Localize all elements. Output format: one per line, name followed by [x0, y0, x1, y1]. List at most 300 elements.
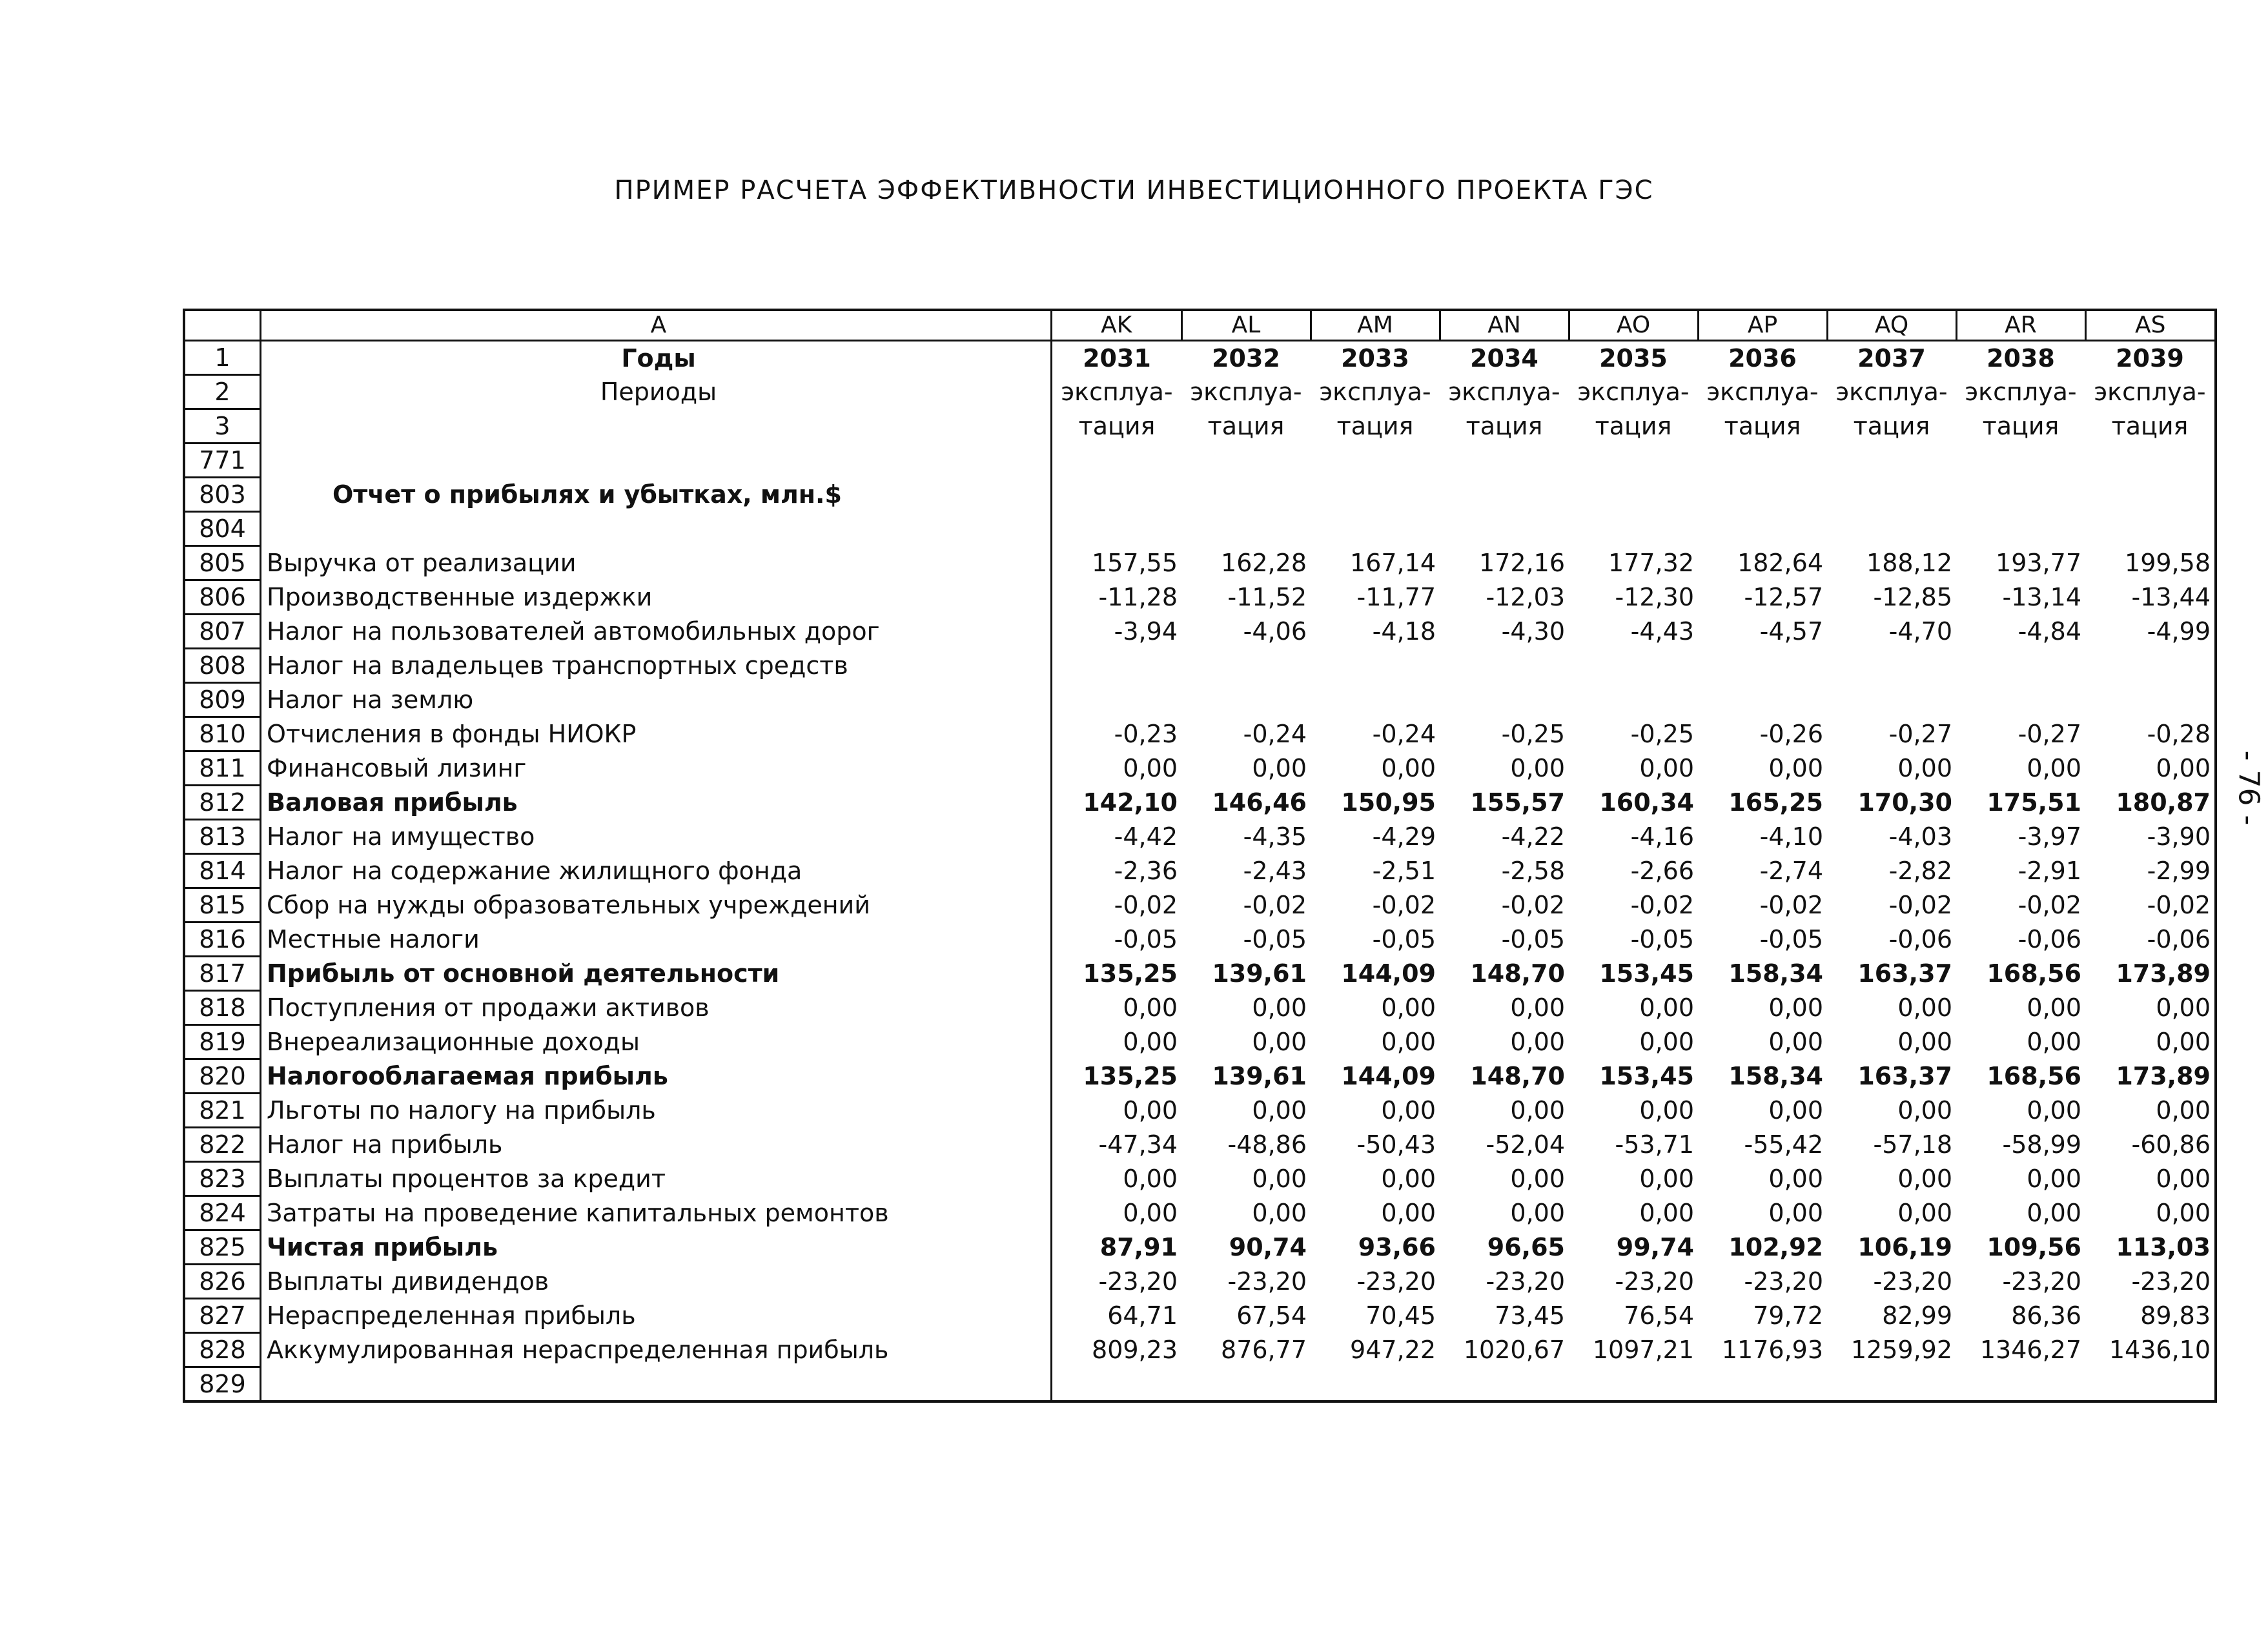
value-cell: -2,43: [1243, 857, 1307, 885]
value-cell: [2085, 649, 2216, 683]
row-label: Прибыль от основной деятельности: [261, 957, 1052, 991]
value-cell: [1440, 649, 1569, 683]
value-cell: 0,00: [2027, 1199, 2081, 1227]
value-cell: 177,32: [1608, 549, 1694, 577]
value-cell: 160,34: [1599, 788, 1694, 817]
value-cell: 162,28: [1221, 549, 1307, 577]
value-cell: [1569, 683, 1698, 717]
value-cell: -0,02: [2147, 891, 2211, 919]
column-letters-row: [184, 310, 2216, 341]
period-cell: тация: [1207, 412, 1285, 440]
row-number: 808: [184, 649, 261, 683]
row-label: Затраты на проведение капитальных ремонтов: [261, 1196, 1052, 1230]
row-label: Аккумулированная нераспределенная прибыль: [261, 1333, 1052, 1367]
value-cell: 76,54: [1624, 1301, 1694, 1330]
value-cell: 0,00: [1639, 1165, 1694, 1193]
value-cell: -4,84: [2018, 617, 2081, 646]
row-label: Валовая прибыль: [261, 786, 1052, 820]
table-row: [184, 717, 2216, 751]
value-cell: [1569, 649, 1698, 683]
value-cell: -2,66: [1630, 857, 1694, 885]
value-cell: -0,26: [1759, 720, 1823, 748]
value-cell: 73,45: [1495, 1301, 1565, 1330]
value-cell: -0,23: [1114, 720, 1178, 748]
value-cell: -52,04: [1486, 1130, 1565, 1159]
value-cell: -23,20: [1098, 1267, 1178, 1296]
value-cell: 0,00: [2027, 1028, 2081, 1056]
value-cell: 0,00: [1639, 1096, 1694, 1125]
empty-label: [261, 409, 1052, 443]
value-cell: -0,02: [2018, 891, 2081, 919]
column-letter: AK: [1052, 310, 1182, 341]
value-cell: [1181, 683, 1311, 717]
row-label: Налог на имущество: [261, 820, 1052, 854]
value-cell: 79,72: [1753, 1301, 1823, 1330]
row-number: 823: [184, 1162, 261, 1196]
year-cell: 2035: [1599, 343, 1668, 372]
value-cell: 99,74: [1616, 1233, 1694, 1261]
value-cell: 86,36: [2011, 1301, 2081, 1330]
value-cell: -0,25: [1501, 720, 1565, 748]
row-label: Выплаты дивидендов: [261, 1265, 1052, 1299]
value-cell: 0,00: [1510, 1165, 1565, 1193]
value-cell: -0,02: [1888, 891, 1952, 919]
value-cell: -0,02: [1372, 891, 1436, 919]
value-cell: [1440, 683, 1569, 717]
value-cell: -4,70: [1888, 617, 1952, 646]
value-cell: -12,85: [1873, 583, 1952, 611]
row-number: 826: [184, 1265, 261, 1299]
value-cell: [1311, 649, 1440, 683]
value-cell: 0,00: [1381, 754, 1436, 782]
value-cell: -3,90: [2147, 822, 2211, 851]
value-cell: 175,51: [1987, 788, 2081, 817]
empty-row: [184, 1367, 2216, 1402]
empty-row: [184, 512, 2216, 546]
value-cell: 150,95: [1341, 788, 1436, 817]
value-cell: [1311, 683, 1440, 717]
value-cell: 0,00: [1768, 1199, 1823, 1227]
value-cell: [1827, 649, 1956, 683]
section-title-row: [184, 478, 2216, 512]
table-row: [184, 991, 2216, 1025]
section-title: Отчет о прибылях и убытках, млн.$: [261, 478, 1052, 512]
row-number: 806: [184, 580, 261, 615]
value-cell: 0,00: [2156, 1165, 2211, 1193]
row-number: 820: [184, 1059, 261, 1094]
value-cell: -13,14: [2002, 583, 2081, 611]
value-cell: -0,28: [2147, 720, 2211, 748]
corner-cell: [184, 310, 261, 341]
income-statement-table: [183, 309, 2217, 1403]
row-number: 827: [184, 1299, 261, 1333]
value-cell: -23,20: [1873, 1267, 1952, 1296]
year-cell: 2036: [1728, 343, 1797, 372]
data-rows: [184, 546, 2216, 1367]
value-cell: -23,20: [1744, 1267, 1823, 1296]
value-cell: -0,02: [1759, 891, 1823, 919]
value-cell: -0,24: [1372, 720, 1436, 748]
column-letter: AO: [1569, 310, 1698, 341]
value-cell: -4,99: [2147, 617, 2211, 646]
value-cell: 0,00: [1510, 1028, 1565, 1056]
value-cell: 173,89: [2116, 1062, 2211, 1090]
value-cell: -0,06: [1888, 925, 1952, 953]
column-letter: AQ: [1827, 310, 1956, 341]
value-cell: 0,00: [1897, 1028, 1952, 1056]
value-cell: -4,03: [1888, 822, 1952, 851]
row-number: 807: [184, 615, 261, 649]
value-cell: -11,28: [1098, 583, 1178, 611]
periods-row-2: [184, 409, 2216, 443]
row-number: 805: [184, 546, 261, 580]
value-cell: -0,24: [1243, 720, 1307, 748]
value-cell: 144,09: [1341, 1062, 1436, 1090]
value-cell: -0,05: [1372, 925, 1436, 953]
value-cell: -0,05: [1501, 925, 1565, 953]
value-cell: 93,66: [1358, 1233, 1436, 1261]
row-number: 771: [184, 443, 261, 478]
value-cell: [1181, 649, 1311, 683]
value-cell: [1956, 649, 2085, 683]
value-cell: -4,22: [1501, 822, 1565, 851]
column-letter: AL: [1181, 310, 1311, 341]
value-cell: 0,00: [2156, 754, 2211, 782]
empty-row: [184, 443, 2216, 478]
value-cell: 163,37: [1857, 959, 1952, 988]
value-cell: 0,00: [2027, 1096, 2081, 1125]
value-cell: -57,18: [1873, 1130, 1952, 1159]
value-cell: 0,00: [1123, 993, 1178, 1022]
period-cell: тация: [2111, 412, 2189, 440]
value-cell: -3,94: [1114, 617, 1178, 646]
value-cell: 87,91: [1099, 1233, 1178, 1261]
value-cell: -4,57: [1759, 617, 1823, 646]
value-cell: 96,65: [1487, 1233, 1565, 1261]
table-row: [184, 649, 2216, 683]
period-cell: эксплуа-: [1061, 378, 1173, 406]
period-cell: эксплуа-: [2094, 378, 2206, 406]
value-cell: 106,19: [1857, 1233, 1952, 1261]
row-number: 815: [184, 888, 261, 922]
value-cell: [1052, 649, 1182, 683]
row-number: 817: [184, 957, 261, 991]
table-row: [184, 580, 2216, 615]
value-cell: -2,58: [1501, 857, 1565, 885]
value-cell: -4,29: [1372, 822, 1436, 851]
value-cell: 0,00: [1768, 993, 1823, 1022]
value-cell: -4,30: [1501, 617, 1565, 646]
value-cell: -0,05: [1630, 925, 1694, 953]
row-label: Налог на владельцев транспортных средств: [261, 649, 1052, 683]
value-cell: -0,27: [1888, 720, 1952, 748]
value-cell: 0,00: [1381, 1165, 1436, 1193]
table-row: [184, 786, 2216, 820]
year-cell: 2033: [1341, 343, 1409, 372]
value-cell: 0,00: [1252, 1165, 1307, 1193]
row-label: Налог на землю: [261, 683, 1052, 717]
value-cell: 0,00: [1768, 1096, 1823, 1125]
value-cell: 1346,27: [1979, 1336, 2081, 1364]
row-number: 822: [184, 1128, 261, 1162]
table-row: [184, 1230, 2216, 1265]
value-cell: 876,77: [1221, 1336, 1307, 1364]
value-cell: 0,00: [1897, 1199, 1952, 1227]
row-number: 828: [184, 1333, 261, 1367]
year-cell: 2038: [1987, 343, 2055, 372]
period-cell: эксплуа-: [1706, 378, 1819, 406]
value-cell: 0,00: [2156, 993, 2211, 1022]
value-cell: 135,25: [1083, 959, 1178, 988]
value-cell: -23,20: [2131, 1267, 2211, 1296]
value-cell: -4,10: [1759, 822, 1823, 851]
row-number: 811: [184, 751, 261, 786]
value-cell: -11,52: [1227, 583, 1307, 611]
value-cell: 135,25: [1083, 1062, 1178, 1090]
value-cell: 0,00: [1252, 1096, 1307, 1125]
value-cell: -4,42: [1114, 822, 1178, 851]
value-cell: [1052, 683, 1182, 717]
value-cell: -55,42: [1744, 1130, 1823, 1159]
value-cell: 0,00: [2156, 1096, 2211, 1125]
value-cell: 144,09: [1341, 959, 1436, 988]
years-row: [184, 341, 2216, 375]
year-cell: 2031: [1083, 343, 1151, 372]
value-cell: 0,00: [2027, 993, 2081, 1022]
value-cell: [1698, 649, 1827, 683]
row-label: Льготы по налогу на прибыль: [261, 1094, 1052, 1128]
value-cell: -2,36: [1114, 857, 1178, 885]
period-cell: тация: [1466, 412, 1543, 440]
value-cell: 180,87: [2116, 788, 2211, 817]
value-cell: -47,34: [1098, 1130, 1178, 1159]
table-row: [184, 615, 2216, 649]
row-number: 813: [184, 820, 261, 854]
value-cell: 0,00: [2156, 1028, 2211, 1056]
value-cell: 1259,92: [1850, 1336, 1952, 1364]
value-cell: 148,70: [1470, 959, 1565, 988]
row-number: 816: [184, 922, 261, 957]
year-cell: 2034: [1470, 343, 1538, 372]
value-cell: 142,10: [1083, 788, 1178, 817]
value-cell: -0,06: [2018, 925, 2081, 953]
value-cell: 182,64: [1737, 549, 1823, 577]
value-cell: -4,43: [1630, 617, 1694, 646]
table-row: [184, 1059, 2216, 1094]
value-cell: 1436,10: [2109, 1336, 2211, 1364]
value-cell: 146,46: [1212, 788, 1307, 817]
side-page-number: - 76 -: [2232, 750, 2265, 826]
period-cell: тация: [1336, 412, 1414, 440]
table-row: [184, 888, 2216, 922]
value-cell: [1827, 683, 1956, 717]
value-cell: -60,86: [2131, 1130, 2211, 1159]
column-letter: AS: [2085, 310, 2216, 341]
value-cell: 0,00: [1510, 1096, 1565, 1125]
value-cell: 155,57: [1470, 788, 1565, 817]
value-cell: 0,00: [1510, 1199, 1565, 1227]
table-row: [184, 1094, 2216, 1128]
column-letter: AP: [1698, 310, 1827, 341]
value-cell: 0,00: [1897, 1165, 1952, 1193]
value-cell: 0,00: [1897, 993, 1952, 1022]
period-cell: тация: [1595, 412, 1672, 440]
value-cell: -12,03: [1486, 583, 1565, 611]
value-cell: 0,00: [1381, 1028, 1436, 1056]
value-cell: 173,89: [2116, 959, 2211, 988]
value-cell: -0,27: [2018, 720, 2081, 748]
year-cell: 2037: [1857, 343, 1926, 372]
value-cell: 168,56: [1987, 959, 2081, 988]
value-cell: 148,70: [1470, 1062, 1565, 1090]
value-cell: 0,00: [1639, 1199, 1694, 1227]
value-cell: 1020,67: [1463, 1336, 1565, 1364]
period-cell: тация: [1724, 412, 1801, 440]
table-row: [184, 1162, 2216, 1196]
value-cell: 0,00: [1123, 1096, 1178, 1125]
value-cell: 172,16: [1479, 549, 1565, 577]
column-letter: AM: [1311, 310, 1440, 341]
period-cell: эксплуа-: [1835, 378, 1948, 406]
value-cell: 0,00: [1639, 754, 1694, 782]
value-cell: 109,56: [1987, 1233, 2081, 1261]
row-label: Поступления от продажи активов: [261, 991, 1052, 1025]
row-number: 810: [184, 717, 261, 751]
value-cell: -0,05: [1759, 925, 1823, 953]
value-cell: 0,00: [1123, 1165, 1178, 1193]
value-cell: 167,14: [1350, 549, 1436, 577]
value-cell: 0,00: [1252, 993, 1307, 1022]
value-cell: 153,45: [1599, 959, 1694, 988]
value-cell: -2,82: [1888, 857, 1952, 885]
row-label: Налог на содержание жилищного фонда: [261, 854, 1052, 888]
row-number: 825: [184, 1230, 261, 1265]
value-cell: -3,97: [2018, 822, 2081, 851]
row-label: Налог на прибыль: [261, 1128, 1052, 1162]
value-cell: 1176,93: [1721, 1336, 1823, 1364]
value-cell: 0,00: [1897, 1096, 1952, 1125]
row-number: 829: [184, 1367, 261, 1402]
value-cell: 199,58: [2125, 549, 2211, 577]
value-cell: [1698, 683, 1827, 717]
row-number: 809: [184, 683, 261, 717]
value-cell: 165,25: [1728, 788, 1823, 817]
value-cell: 0,00: [1381, 1199, 1436, 1227]
row-label: Нераспределенная прибыль: [261, 1299, 1052, 1333]
value-cell: -53,71: [1615, 1130, 1694, 1159]
row-label: Чистая прибыль: [261, 1230, 1052, 1265]
value-cell: -0,02: [1501, 891, 1565, 919]
period-cell: тация: [1853, 412, 1930, 440]
value-cell: 163,37: [1857, 1062, 1952, 1090]
column-letter: AR: [1956, 310, 2085, 341]
value-cell: -23,20: [2002, 1267, 2081, 1296]
row-number: 803: [184, 478, 261, 512]
value-cell: 0,00: [1897, 754, 1952, 782]
row-label: Сбор на нужды образовательных учреждений: [261, 888, 1052, 922]
value-cell: 1097,21: [1592, 1336, 1694, 1364]
value-cell: 64,71: [1107, 1301, 1178, 1330]
periods-row: [184, 375, 2216, 409]
value-cell: -0,02: [1114, 891, 1178, 919]
value-cell: -12,30: [1615, 583, 1694, 611]
value-cell: 158,34: [1728, 1062, 1823, 1090]
value-cell: 0,00: [2156, 1199, 2211, 1227]
value-cell: 0,00: [1510, 754, 1565, 782]
row-number: 818: [184, 991, 261, 1025]
value-cell: 809,23: [1092, 1336, 1178, 1364]
page-title: ПРИМЕР РАСЧЕТА ЭФФЕКТИВНОСТИ ИНВЕСТИЦИОННОГО ПРОЕКТА ГЭС: [614, 176, 1654, 205]
value-cell: 0,00: [1381, 993, 1436, 1022]
year-cell: 2032: [1212, 343, 1280, 372]
value-cell: 0,00: [2027, 754, 2081, 782]
value-cell: 67,54: [1236, 1301, 1307, 1330]
value-cell: 82,99: [1882, 1301, 1952, 1330]
value-cell: 0,00: [1768, 1028, 1823, 1056]
value-cell: 139,61: [1212, 1062, 1307, 1090]
value-cell: 0,00: [1123, 1199, 1178, 1227]
value-cell: 113,03: [2116, 1233, 2211, 1261]
row-number: 812: [184, 786, 261, 820]
period-cell: тация: [1982, 412, 2059, 440]
table-row: [184, 957, 2216, 991]
value-cell: 158,34: [1728, 959, 1823, 988]
row-label: Производственные издержки: [261, 580, 1052, 615]
value-cell: 0,00: [1252, 1199, 1307, 1227]
row-label: Финансовый лизинг: [261, 751, 1052, 786]
period-cell: эксплуа-: [1190, 378, 1302, 406]
table-row: [184, 1196, 2216, 1230]
value-cell: 0,00: [1252, 754, 1307, 782]
column-letter: AN: [1440, 310, 1569, 341]
value-cell: -2,99: [2147, 857, 2211, 885]
value-cell: -23,20: [1615, 1267, 1694, 1296]
value-cell: -2,74: [1759, 857, 1823, 885]
value-cell: -48,86: [1227, 1130, 1307, 1159]
table-row: [184, 820, 2216, 854]
value-cell: -23,20: [1227, 1267, 1307, 1296]
row-label: Выручка от реализации: [261, 546, 1052, 580]
value-cell: -4,06: [1243, 617, 1307, 646]
value-cell: [2085, 683, 2216, 717]
table-row: [184, 751, 2216, 786]
value-cell: -0,05: [1114, 925, 1178, 953]
row-number: 814: [184, 854, 261, 888]
value-cell: -11,77: [1356, 583, 1436, 611]
value-cell: -0,02: [1630, 891, 1694, 919]
value-cell: 102,92: [1728, 1233, 1823, 1261]
row-number: 804: [184, 512, 261, 546]
row-number: 3: [184, 409, 261, 443]
table-row: [184, 1265, 2216, 1299]
value-cell: -58,99: [2002, 1130, 2081, 1159]
row-number: 824: [184, 1196, 261, 1230]
years-label: Годы: [261, 341, 1052, 375]
table-row: [184, 854, 2216, 888]
year-cell: 2039: [2116, 343, 2184, 372]
value-cell: 947,22: [1350, 1336, 1436, 1364]
value-cell: 89,83: [2140, 1301, 2211, 1330]
table-row: [184, 1333, 2216, 1367]
row-number: 1: [184, 341, 261, 375]
value-cell: 0,00: [1639, 1028, 1694, 1056]
table-row: [184, 1128, 2216, 1162]
periods-label: Периоды: [261, 375, 1052, 409]
value-cell: -2,91: [2018, 857, 2081, 885]
period-cell: эксплуа-: [1448, 378, 1560, 406]
period-cell: тация: [1078, 412, 1156, 440]
period-cell: эксплуа-: [1319, 378, 1431, 406]
